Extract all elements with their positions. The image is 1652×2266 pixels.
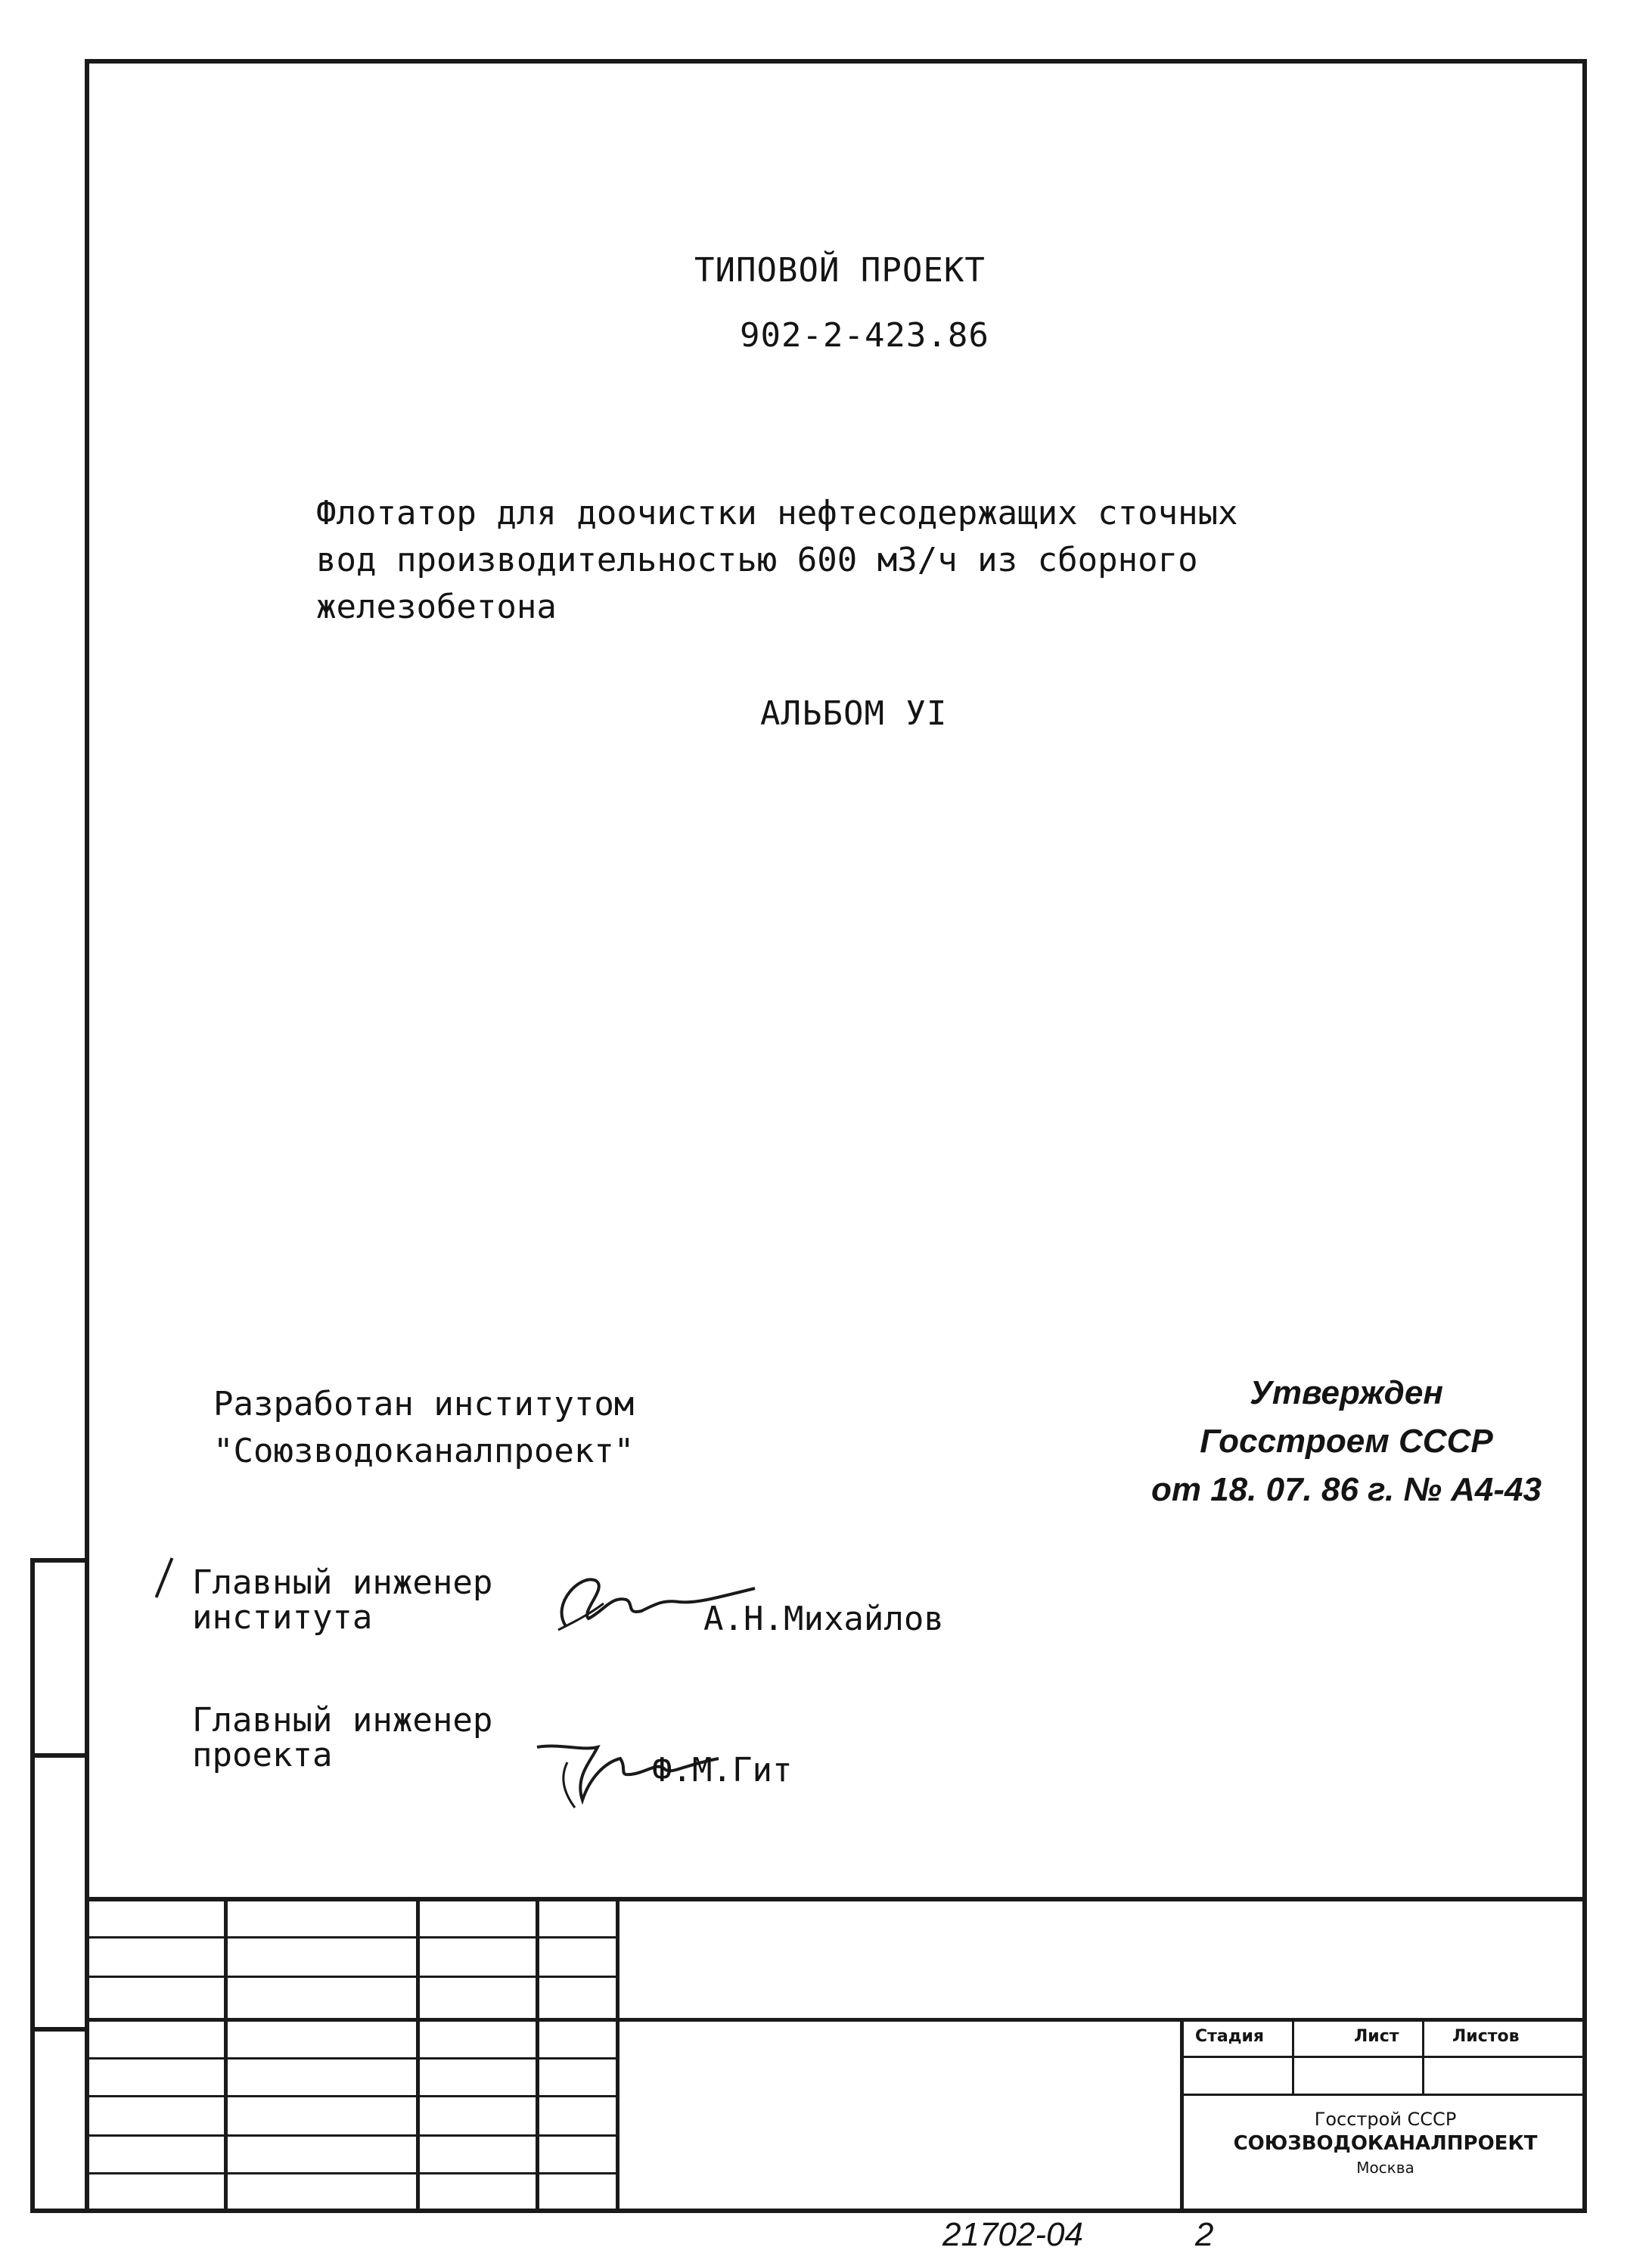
role-line-1: Главный инженер <box>192 1563 493 1602</box>
tb-sheet-label: Лист <box>1354 2027 1399 2046</box>
signature-row-2-role <box>192 1703 492 1773</box>
tb-middle <box>85 2018 1587 2022</box>
approval-line-3: от 18. 07. 86 г. № А4-43 <box>1150 1471 1542 1508</box>
tb-organization <box>1184 2107 1587 2180</box>
role-line-2: проекта <box>192 1736 333 1774</box>
description-line-1: Флотатор для доочистки нефтесодержащих сточных <box>316 494 1238 532</box>
tb-right-row-2 <box>1180 2094 1587 2096</box>
tb-top <box>85 1897 1587 1901</box>
tb-col-1 <box>224 1897 228 2213</box>
approval-line-2: Госстроем СССР <box>1200 1423 1493 1460</box>
tb-col-2 <box>416 1897 420 2213</box>
drawing-frame <box>85 59 1587 2213</box>
footer-page-number: 2 <box>1195 2216 1214 2253</box>
tb-right-col-2 <box>1422 2018 1424 2094</box>
signature-row-1-role <box>192 1563 493 1637</box>
side-strip-bottom <box>30 2209 89 2213</box>
signature-name-1: А.Н.Михайлов <box>703 1600 944 1638</box>
signature-name-2: Ф.М.Гит <box>652 1751 793 1790</box>
developer-line-2: "Союзводоканалпроект" <box>213 1432 635 1470</box>
role-line-1: Главный инженер <box>192 1701 493 1740</box>
project-number: 902-2-423.86 <box>740 316 989 355</box>
role-line-2: института <box>192 1598 373 1637</box>
description-block <box>316 490 1238 631</box>
description-line-2: вод производительностью 600 м3/ч из сборного <box>316 541 1198 579</box>
side-strip-divider-1 <box>30 1753 89 1758</box>
tb-org-line-1: Госстрой СССР <box>1314 2109 1457 2130</box>
developer-line-1: Разработан институтом <box>213 1385 635 1423</box>
side-strip-vertical <box>30 1558 35 2213</box>
tb-stage-label: Стадия <box>1195 2027 1265 2046</box>
tb-org-line-3: Москва <box>1356 2159 1414 2177</box>
tb-col-4 <box>616 1897 620 2213</box>
tb-right-row-1 <box>1180 2056 1587 2058</box>
approval-block <box>1135 1369 1558 1514</box>
side-strip-divider-2 <box>30 2027 89 2032</box>
approval-line-1: Утвержден <box>1250 1374 1443 1411</box>
tb-sheets-label: Листов <box>1452 2027 1520 2046</box>
description-line-3: железобетона <box>316 588 557 626</box>
tb-col-3 <box>536 1897 539 2213</box>
side-strip-top <box>30 1558 89 1563</box>
project-type-title: ТИПОВОЙ ПРОЕКТ <box>694 251 986 290</box>
tb-org-line-2: СОЮЗВОДОКАНАЛПРОЕКТ <box>1233 2132 1538 2155</box>
album-number: АЛЬБОМ УI <box>760 694 948 733</box>
footer-code: 21702-04 <box>942 2216 1083 2253</box>
developer-block <box>213 1381 634 1475</box>
tb-right-col-1 <box>1292 2018 1294 2094</box>
